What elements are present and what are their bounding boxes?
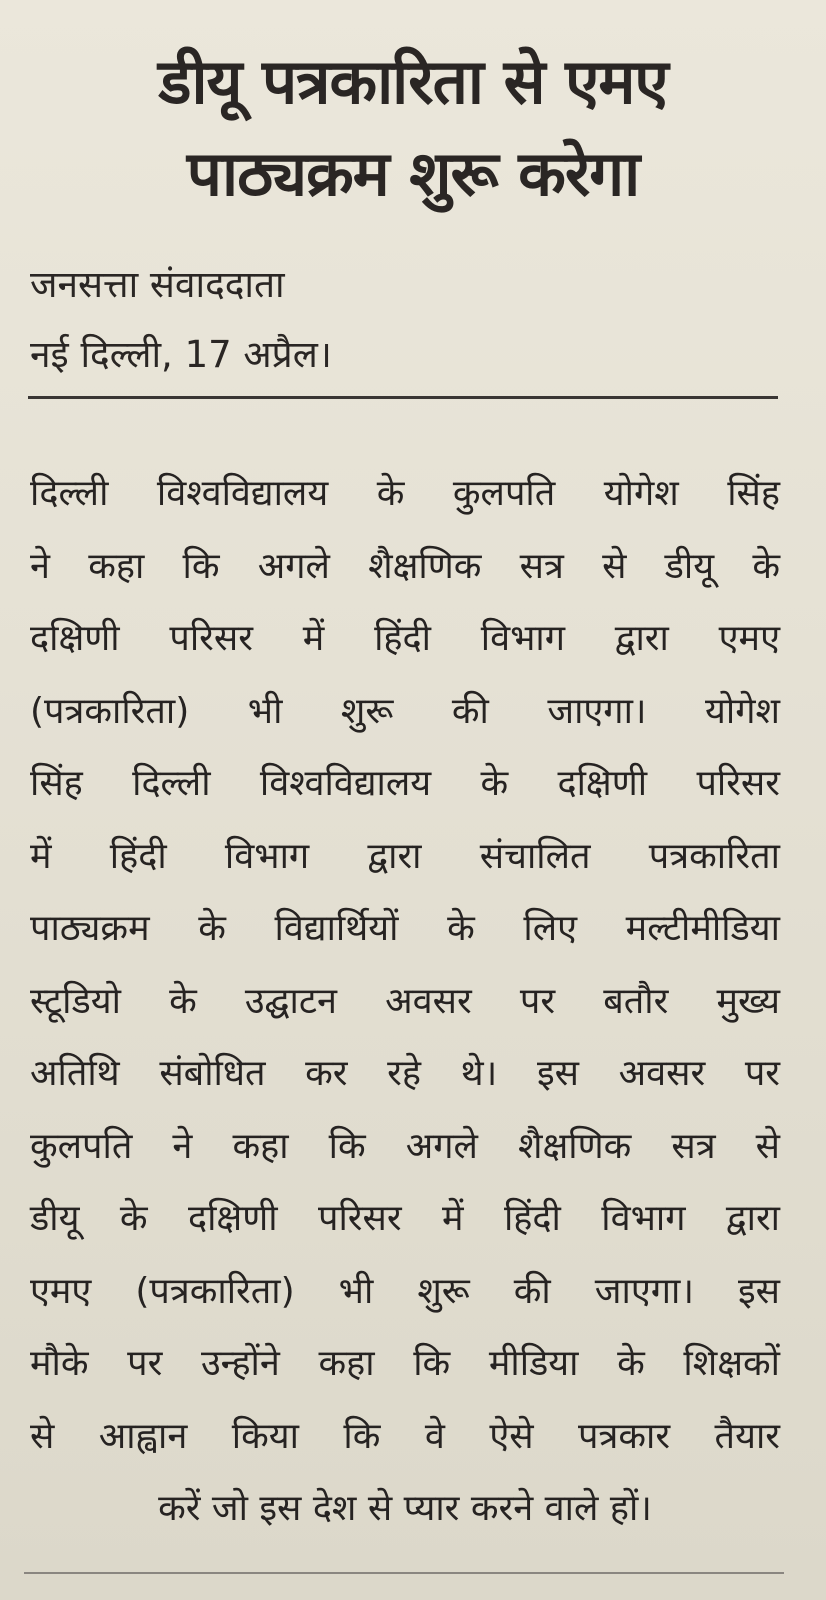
body-line: स्टूडियो के उद्घाटन अवसर पर बतौर मुख्य [30,980,780,1022]
byline-divider [28,396,778,399]
byline-author: जनसत्ता संवाददाता [30,263,285,306]
body-line: में हिंदी विभाग द्वारा संचालित पत्रकारिता [30,835,780,877]
body-line: (पत्रकारिता) भी शुरू की जाएगा। योगेश [30,690,780,732]
byline-dateline: नई दिल्ली, 17 अप्रैल। [30,333,332,376]
headline-line-2: पाठ्यक्रम शुरू करेगा [186,137,640,210]
headline-line-1: डीयू पत्रकारिता से एमए [158,45,668,118]
body-line: एमए (पत्रकारिता) भी शुरू की जाएगा। इस [30,1270,780,1312]
body-line: डीयू के दक्षिणी परिसर में हिंदी विभाग द्वारा [30,1198,780,1239]
article-body [30,458,780,1546]
body-line: दक्षिणी परिसर में हिंदी विभाग द्वारा एमए [30,618,780,659]
body-line: ने कहा कि अगले शैक्षणिक सत्र से डीयू के [30,545,780,587]
headline [30,36,796,220]
body-line: सिंह दिल्ली विश्वविद्यालय के दक्षिणी परिसर [30,763,780,804]
body-line: पाठ्यक्रम के विद्यार्थियों के लिए मल्टीमीडिया [30,908,780,949]
body-line: दिल्ली विश्वविद्यालय के कुलपति योगेश सिंह [30,473,780,514]
bottom-divider [24,1572,784,1574]
body-line: से आह्वान किया कि वे ऐसे पत्रकार तैयार [30,1415,780,1457]
byline [30,250,332,390]
body-line: अतिथि संबोधित कर रहे थे। इस अवसर पर [30,1053,780,1094]
body-line: मौके पर उन्होंने कहा कि मीडिया के शिक्षकों [30,1343,780,1384]
body-line-last: करें जो इस देश से प्यार करने वाले हों। [158,1488,652,1529]
body-line: कुलपति ने कहा कि अगले शैक्षणिक सत्र से [30,1125,780,1167]
